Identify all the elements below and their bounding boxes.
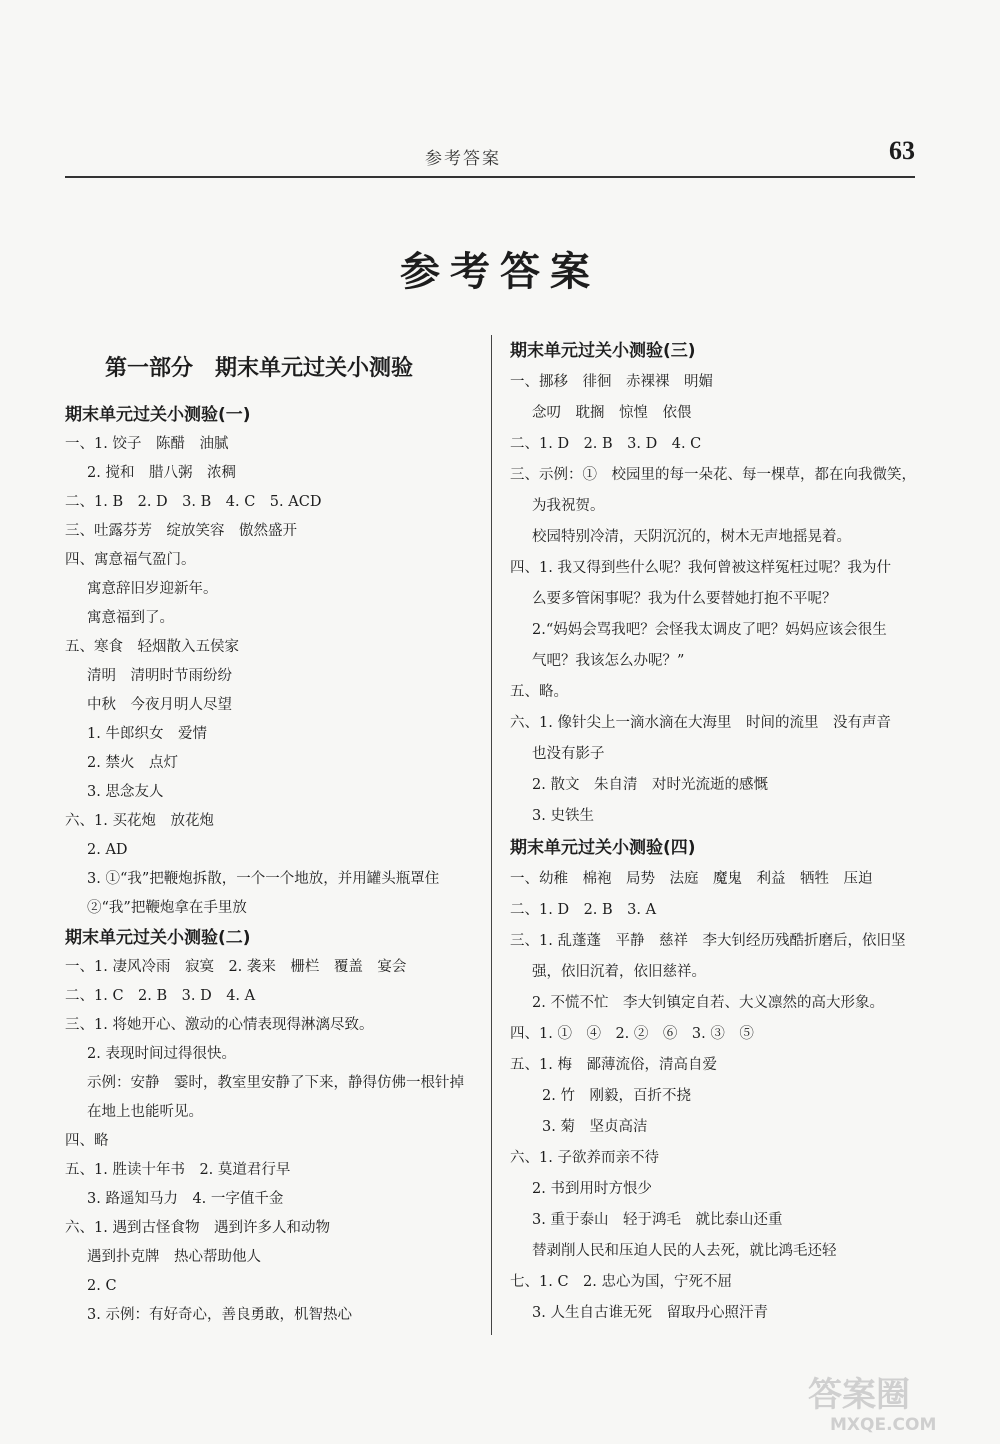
answer-line: 三、1. 乱蓬蓬 平静 慈祥 李大钊经历残酷折磨后，依旧坚 (510, 933, 906, 949)
answer-line: 四、1. 我又得到些什么呢？我何曾被这样冤枉过呢？我为什 (510, 560, 891, 576)
answer-line: 3. 路遥知马力 4. 一字值千金 (87, 1191, 284, 1207)
answer-line: 一、1. 饺子 陈醋 油腻 (65, 436, 229, 452)
answer-line: 二、1. B 2. D 3. B 4. C 5. ACD (65, 494, 322, 510)
answer-line: 2. 竹 刚毅，百折不挠 (542, 1088, 691, 1104)
answer-line: 一、挪移 徘徊 赤裸裸 明媚 (510, 374, 713, 390)
section-heading: 期末单元过关小测验(一) (65, 405, 251, 425)
answer-line: 么要多管闲事呢？我为什么要替她打抱不平呢？ (532, 591, 837, 607)
watermark-url: MXQE.COM (830, 1415, 937, 1434)
answer-line: 2. 搅和 腊八粥 浓稠 (87, 465, 236, 481)
answer-line: 3. 重于泰山 轻于鸿毛 就比泰山还重 (532, 1212, 783, 1228)
watermark-graphic (800, 1372, 990, 1434)
column-divider (491, 335, 492, 1335)
answer-line: 示例：安静 霎时，教室里安静了下来，静得仿佛一根针掉 (87, 1075, 464, 1091)
answer-line: 六、1. 遇到古怪食物 遇到许多人和动物 (65, 1220, 330, 1236)
answer-line: 六、1. 买花炮 放花炮 (65, 813, 214, 829)
left-column-lines (65, 400, 485, 1330)
answer-line: 也没有影子 (532, 746, 605, 762)
answer-line: 强，依旧沉着，依旧慈祥。 (532, 964, 706, 980)
answer-line: 清明 清明时节雨纷纷 (87, 668, 232, 684)
answer-line: 三、吐露芬芳 绽放笑容 傲然盛开 (65, 523, 297, 539)
left-column (65, 350, 485, 1330)
answer-line: 二、1. C 2. B 3. D 4. A (65, 988, 256, 1004)
answer-line: 2.“妈妈会骂我吧？会怪我太调皮了吧？妈妈应该会很生 (532, 622, 887, 638)
answer-line: ②“我”把鞭炮拿在手里放 (87, 900, 247, 916)
answer-line: 四、寓意福气盈门。 (65, 552, 196, 568)
answer-line: 2. 不慌不忙 李大钊镇定自若、大义凛然的高大形象。 (532, 995, 884, 1011)
section-heading: 期末单元过关小测验(四) (510, 838, 696, 858)
section-heading: 期末单元过关小测验(二) (65, 928, 251, 948)
answer-line: 寓意福到了。 (87, 610, 174, 626)
answer-line: 寓意辞旧岁迎新年。 (87, 581, 218, 597)
answer-line: 2. 书到用时方恨少 (532, 1181, 652, 1197)
answer-line: 为我祝贺。 (532, 498, 605, 514)
answer-line: 四、1. ① ④ 2. ② ⑥ 3. ③ ⑤ (510, 1026, 754, 1042)
answer-line: 在地上也能听见。 (87, 1104, 203, 1120)
answer-line: 2. 禁火 点灯 (87, 755, 178, 771)
answer-line: 六、1. 子欲养而亲不待 (510, 1150, 659, 1166)
answer-line: 一、幼稚 棉袍 局势 法庭 魔鬼 利益 牺牲 压迫 (510, 871, 873, 887)
answer-line: 七、1. C 2. 忠心为国，宁死不屈 (510, 1274, 732, 1290)
answer-line: 五、1. 梅 鄙薄流俗，清高自爱 (510, 1057, 717, 1073)
watermark-logo (800, 1372, 990, 1434)
answer-line: 1. 牛郎织女 爱情 (87, 726, 207, 742)
answer-line: 3. 史铁生 (532, 808, 594, 824)
answer-line: 遇到扑克牌 热心帮助他人 (87, 1249, 261, 1265)
watermark-text: 答案圈 (808, 1375, 910, 1415)
answer-line: 念叨 耽搁 惊惶 依偎 (532, 405, 692, 421)
section-heading: 期末单元过关小测验(三) (510, 341, 696, 361)
answer-line: 五、略。 (510, 684, 568, 700)
part-heading: 第一部分 期末单元过关小测验 (105, 356, 414, 381)
answer-line: 3. 人生自古谁无死 留取丹心照汗青 (532, 1305, 768, 1321)
answer-line: 2. 散文 朱自清 对时光流逝的感慨 (532, 777, 768, 793)
answer-line: 三、1. 将她开心、激动的心情表现得淋漓尽致。 (65, 1017, 374, 1033)
answer-line: 3. 思念友人 (87, 784, 164, 800)
answer-line: 中秋 今夜月明人尽望 (87, 697, 232, 713)
answer-line: 2. AD (87, 842, 128, 858)
answer-line: 3. 示例：有好奇心，善良勇敢，机智热心 (87, 1307, 352, 1323)
right-column-lines (510, 335, 930, 1329)
answer-line: 2. C (87, 1278, 117, 1294)
answer-line: 六、1. 像针尖上一滴水滴在大海里 时间的流里 没有声音 (510, 715, 891, 731)
answer-line: 气吧？我该怎么办呢？” (532, 653, 685, 669)
answer-line: 四、略 (65, 1133, 109, 1149)
answer-line: 一、1. 凄风冷雨 寂寞 2. 袭来 栅栏 覆盖 宴会 (65, 959, 407, 975)
answer-line: 五、1. 胜读十年书 2. 莫道君行早 (65, 1162, 291, 1178)
answer-line: 2. 表现时间过得很快。 (87, 1046, 236, 1062)
answer-line: 校园特别冷清，天阴沉沉的，树木无声地摇晃着。 (532, 529, 851, 545)
answer-line: 3. 菊 坚贞高洁 (542, 1119, 648, 1135)
answer-line: 3. ①“我”把鞭炮拆散，一个一个地放，并用罐头瓶罩住 (87, 871, 440, 887)
right-column (510, 335, 930, 1329)
page-title: 参考答案 (400, 249, 600, 295)
page-header (65, 136, 915, 178)
running-title: 参考答案 (425, 149, 501, 169)
answer-line: 三、示例：① 校园里的每一朵花、每一棵草，都在向我微笑， (510, 467, 916, 483)
page-number: 63 (889, 136, 915, 165)
answer-line: 替剥削人民和压迫人民的人去死，就比鸿毛还轻 (532, 1243, 837, 1259)
answer-line: 二、1. D 2. B 3. D 4. C (510, 436, 702, 452)
answer-line: 五、寒食 轻烟散入五侯家 (65, 639, 239, 655)
answer-line: 二、1. D 2. B 3. A (510, 902, 657, 918)
